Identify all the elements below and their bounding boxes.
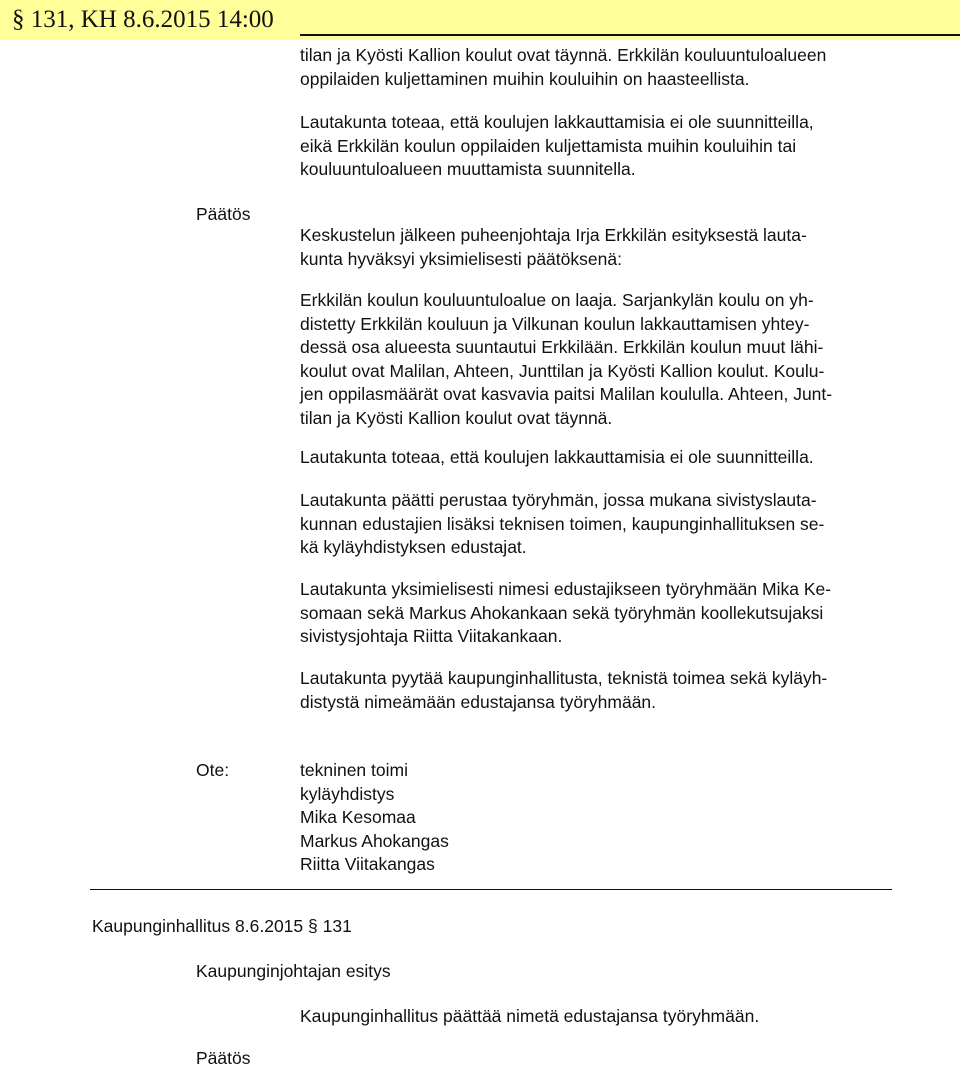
paragraph-tyoryhma: Lautakunta päätti perustaa työryhmän, jossa mukana sivistyslauta- kunnan edustajien lisäksi teknisen toimen, kaupunginhallituksen se- kä kyläyhdistyksen edustajat.: [300, 490, 825, 557]
ote-recipient-list: tekninen toimi kyläyhdistys Mika Kesomaa Markus Ahokangas Riitta Viitakangas: [300, 760, 449, 874]
kh-heading: Kaupunginhallitus 8.6.2015 § 131: [92, 916, 352, 936]
paragraph-toteaa-suunnitella: Lautakunta toteaa, että koulujen lakkauttamisia ei ole suunnitteilla, eikä Erkkilän koulun oppilaiden kuljettamista muihin kouluihin tai kouluuntuloalueen muuttamista suunnitella.: [300, 112, 814, 179]
label-paatos-kh: Päätös: [196, 1048, 251, 1068]
paragraph-edustajat: Lautakunta yksimielisesti nimesi edustajikseen työryhmään Mika Ke- somaan sekä Markus Ahokankaan sekä työryhmän koollekutsujaksi sivistysjohtaja Riitta Viitakankaan.: [300, 579, 832, 646]
paragraph-keskustelu: Keskustelun jälkeen puheenjohtaja Irja Erkkilän esityksestä lauta- kunta hyväksyi yksimielisesti päätöksenä:: [300, 225, 807, 269]
header-divider: [300, 34, 960, 36]
paragraph-toteaa-lakkauttamisia: Lautakunta toteaa, että koulujen lakkauttamisia ei ole suunnitteilla.: [300, 447, 814, 467]
label-ote: Ote:: [196, 760, 230, 780]
section-header-title: § 131, KH 8.6.2015 14:00: [12, 6, 274, 33]
paragraph-kouluuntuloalue: tilan ja Kyösti Kallion koulut ovat täynnä. Erkkilän kouluuntuloalueen oppilaiden kuljettaminen muihin kouluihin on haasteellista.: [300, 45, 827, 89]
paragraph-pyytaa: Lautakunta pyytää kaupunginhallitusta, teknistä toimea sekä kyläyh- distystä nimeämään edustajansa työryhmään.: [300, 668, 828, 712]
paragraph-kh-proposal: Kaupunginhallitus päättää nimetä edustajansa työryhmään.: [300, 1006, 760, 1026]
section-divider: [90, 889, 892, 890]
label-paatos: Päätös: [196, 204, 251, 224]
label-kaupunginjohtajan-esitys: Kaupunginjohtajan esitys: [196, 961, 391, 981]
paragraph-erkkilan-koulu: Erkkilän koulun kouluuntuloalue on laaja. Sarjankylän koulu on yh- distetty Erkkilän kouluun ja Vilkunan koulun lakkauttamisen yhtey- dessä osa alueesta suuntautui Erkkilään. Erkkilän koulun muut lähi- koulut ovat Malilan, Ahteen, Junttilan ja Kyösti Kallion koulut. Koulu- jen oppilasmäärät ovat kasvavia paitsi Malilan koululla. Ahteen, Junt- tilan ja Kyösti Kallion koulut ovat täynnä.: [300, 290, 833, 428]
